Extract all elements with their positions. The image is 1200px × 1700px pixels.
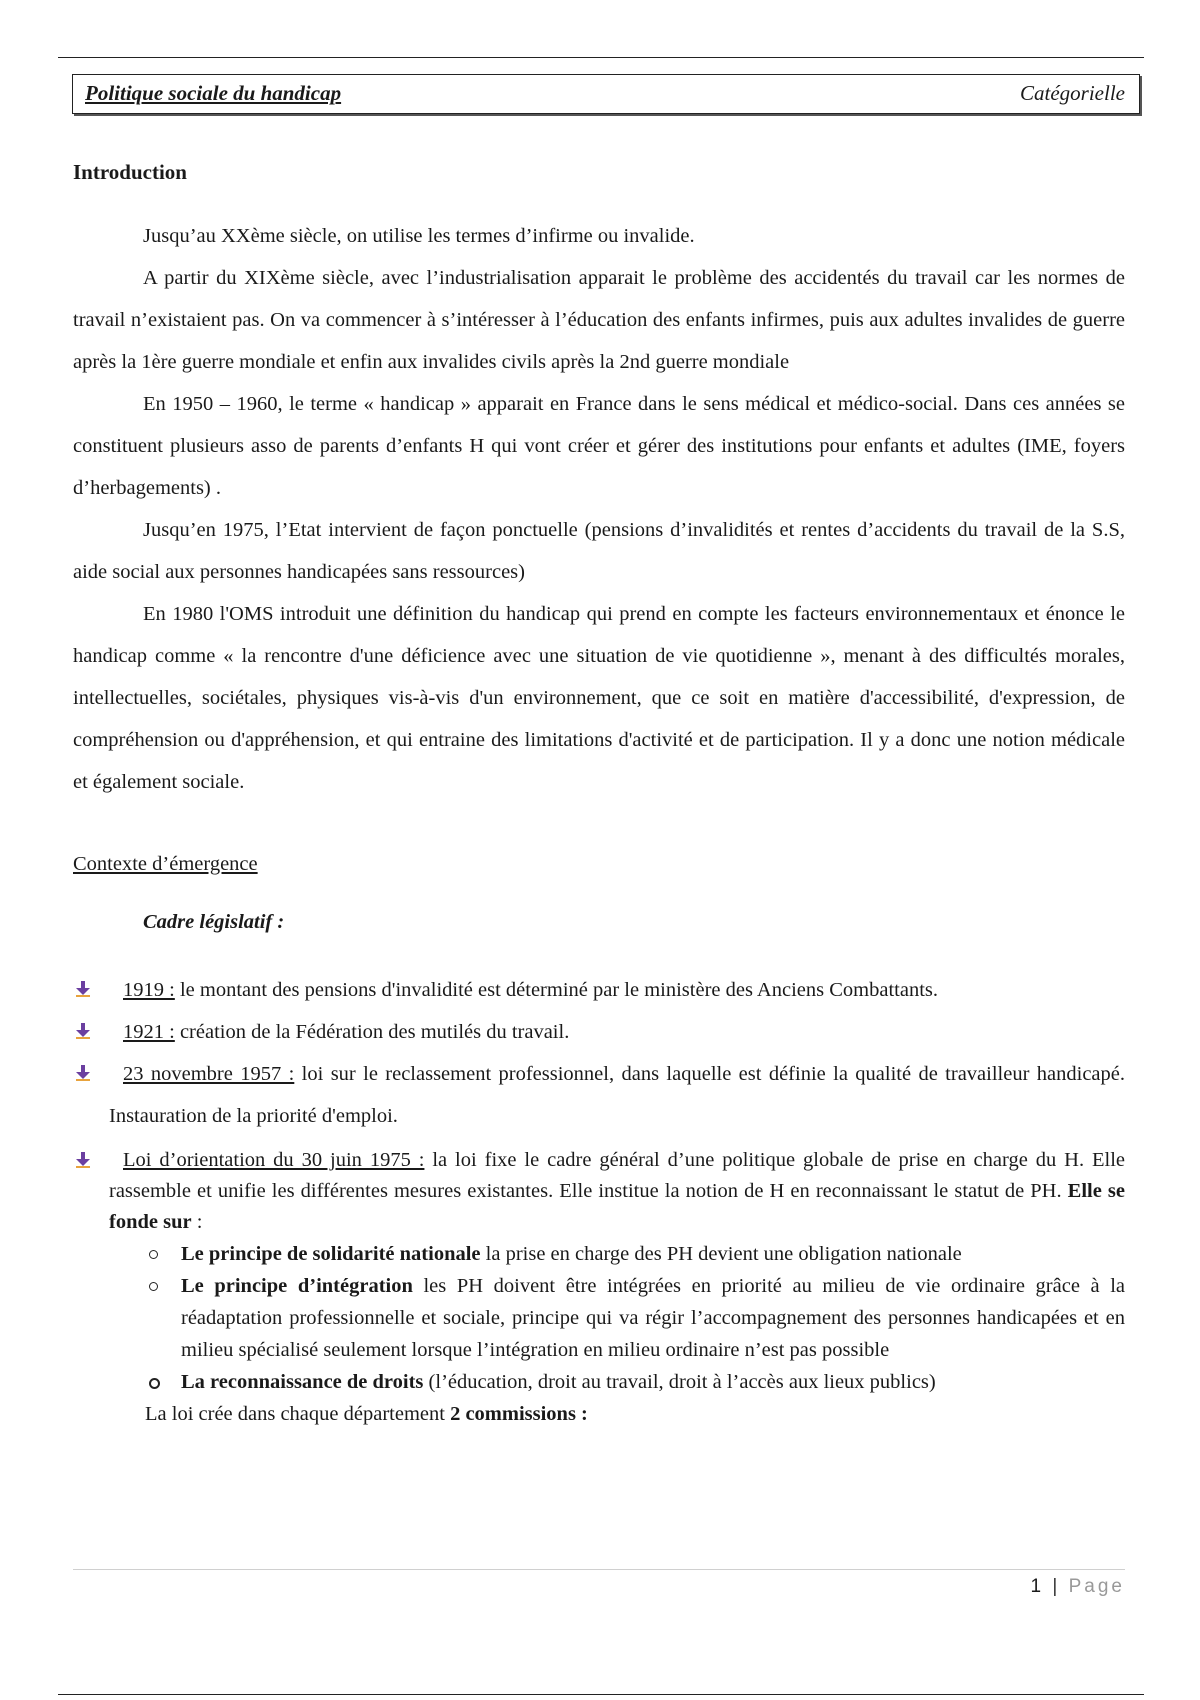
intro-paragraph: En 1980 l'OMS introduit une définition du handicap qui prend en compte les facteurs environnementaux et énonce le handicap comme « la rencontre d'une déficience avec une situation de vie quotidienne », menant à des difficultés morales, intellectuelles, sociétales, physiques vis-à-vis d'un environnement, que ce soit en matière d'accessibilité, d'expression, de compréhension ou d'appréhension, et qui entraine des limitations d'activité et de participation. Il y a donc une notion médicale et également sociale. [73,603,1125,793]
list-item [73,1053,1125,1137]
principle-text: la prise en charge des PH devient une obligation nationale [480,1243,962,1265]
principle-title: La reconnaissance de droits [181,1371,424,1393]
document-header [72,74,1140,114]
arrow-down-bullet-icon [76,1053,90,1095]
law-description: création de la Fédération des mutilés du travail. [174,1021,570,1043]
footer-separator: | [1052,1576,1061,1597]
page-label: Page [1068,1576,1125,1597]
intro-paragraph: Jusqu’en 1975, l’Etat intervient de façon ponctuelle (pensions d’invalidités et rentes d’accidents du travail de la S.S, aide social aux personnes handicapées sans ressources) [73,519,1125,583]
introduction-heading: Introduction [73,160,187,184]
arrow-down-bullet-icon [76,1011,90,1053]
document-title: Politique sociale du handicap [85,81,342,105]
list-item [145,1270,1125,1366]
circle-bullet-icon [149,1282,158,1291]
principle-text: les PH doivent être intégrées en priorité au milieu de vie ordinaire grâce à la réadaptation professionnelle et sociale, principe qui va régir l’accompagnement des personnes handicapées et en milieu spécialisé seulement lorsque l’intégration en milieu ordinaire n’est pas possible [181,1275,1126,1361]
law-description-tail: : [191,1211,203,1233]
circle-bullet-icon [149,1378,160,1389]
intro-paragraph: En 1950 – 1960, le terme « handicap » apparait en France dans le sens médical et médico-social. Dans ces années se constituent plusieurs asso de parents d’enfants H qui vont créer et gérer des institutions pour enfants et adultes (IME, foyers d’herbagements) . [73,393,1125,499]
top-rule [58,57,1144,58]
closing-bold: 2 commissions : [450,1403,588,1425]
circle-bullet-icon [149,1250,158,1259]
intro-paragraph: Jusqu’au XXème siècle, on utilise les termes d’infirme ou invalide. [143,225,695,247]
law-date: 1919 : [123,979,175,1001]
footer-rule [73,1569,1125,1570]
principles-list [73,1238,1125,1398]
legislation-list [73,969,1125,1238]
arrow-down-bullet-icon [76,969,90,1011]
law-date: 23 novembre 1957 : [123,1063,295,1085]
closing-text: La loi crée dans chaque département [145,1403,451,1425]
law-date: 1921 : [123,1021,175,1043]
bottom-rule [58,1694,1144,1695]
closing-line [145,1398,1125,1430]
arrow-down-bullet-icon [76,1145,90,1176]
context-heading: Contexte d’émergence [73,853,258,875]
legislative-subheading: Cadre législatif : [143,911,285,933]
law-description: loi sur le reclassement professionnel, dans laquelle est définie la qualité de travailleur handicapé. Instauration de la priorité d'emploi. [109,1063,1125,1127]
law-date: Loi d’orientation du 30 juin 1975 : [123,1149,425,1171]
list-item [145,1366,1125,1398]
page-footer [1031,1576,1125,1598]
list-item [73,1145,1125,1238]
principle-title: Le principe de solidarité nationale [181,1243,481,1265]
document-body [73,160,1125,1430]
law-description-bold: Elle se fonde sur [109,1180,1125,1233]
law-description: le montant des pensions d'invalidité est déterminé par le ministère des Anciens Combattants. [174,979,938,1001]
law-description: la loi fixe le cadre général d’une politique globale de prise en charge du H. Elle rassemble et unifie les différentes mesures existantes. Elle institue la notion de H en reconnaissant le statut de PH. [109,1149,1125,1202]
list-item [145,1238,1125,1270]
intro-paragraph: A partir du XIXème siècle, avec l’industrialisation apparait le problème des accidentés du travail car les normes de travail n’existaient pas. On va commencer à s’intéresser à l’éducation des enfants infirmes, puis aux adultes invalides de guerre après la 1ère guerre mondiale et enfin aux invalides civils après la 2nd guerre mondiale [73,267,1125,373]
principle-title: Le principe d’intégration [181,1275,413,1297]
page-number: 1 [1030,1576,1045,1597]
list-item [73,969,1125,1011]
list-item [73,1011,1125,1053]
document-category: Catégorielle [1020,81,1125,105]
principle-text: (l’éducation, droit au travail, droit à l’accès aux lieux publics) [423,1371,936,1393]
